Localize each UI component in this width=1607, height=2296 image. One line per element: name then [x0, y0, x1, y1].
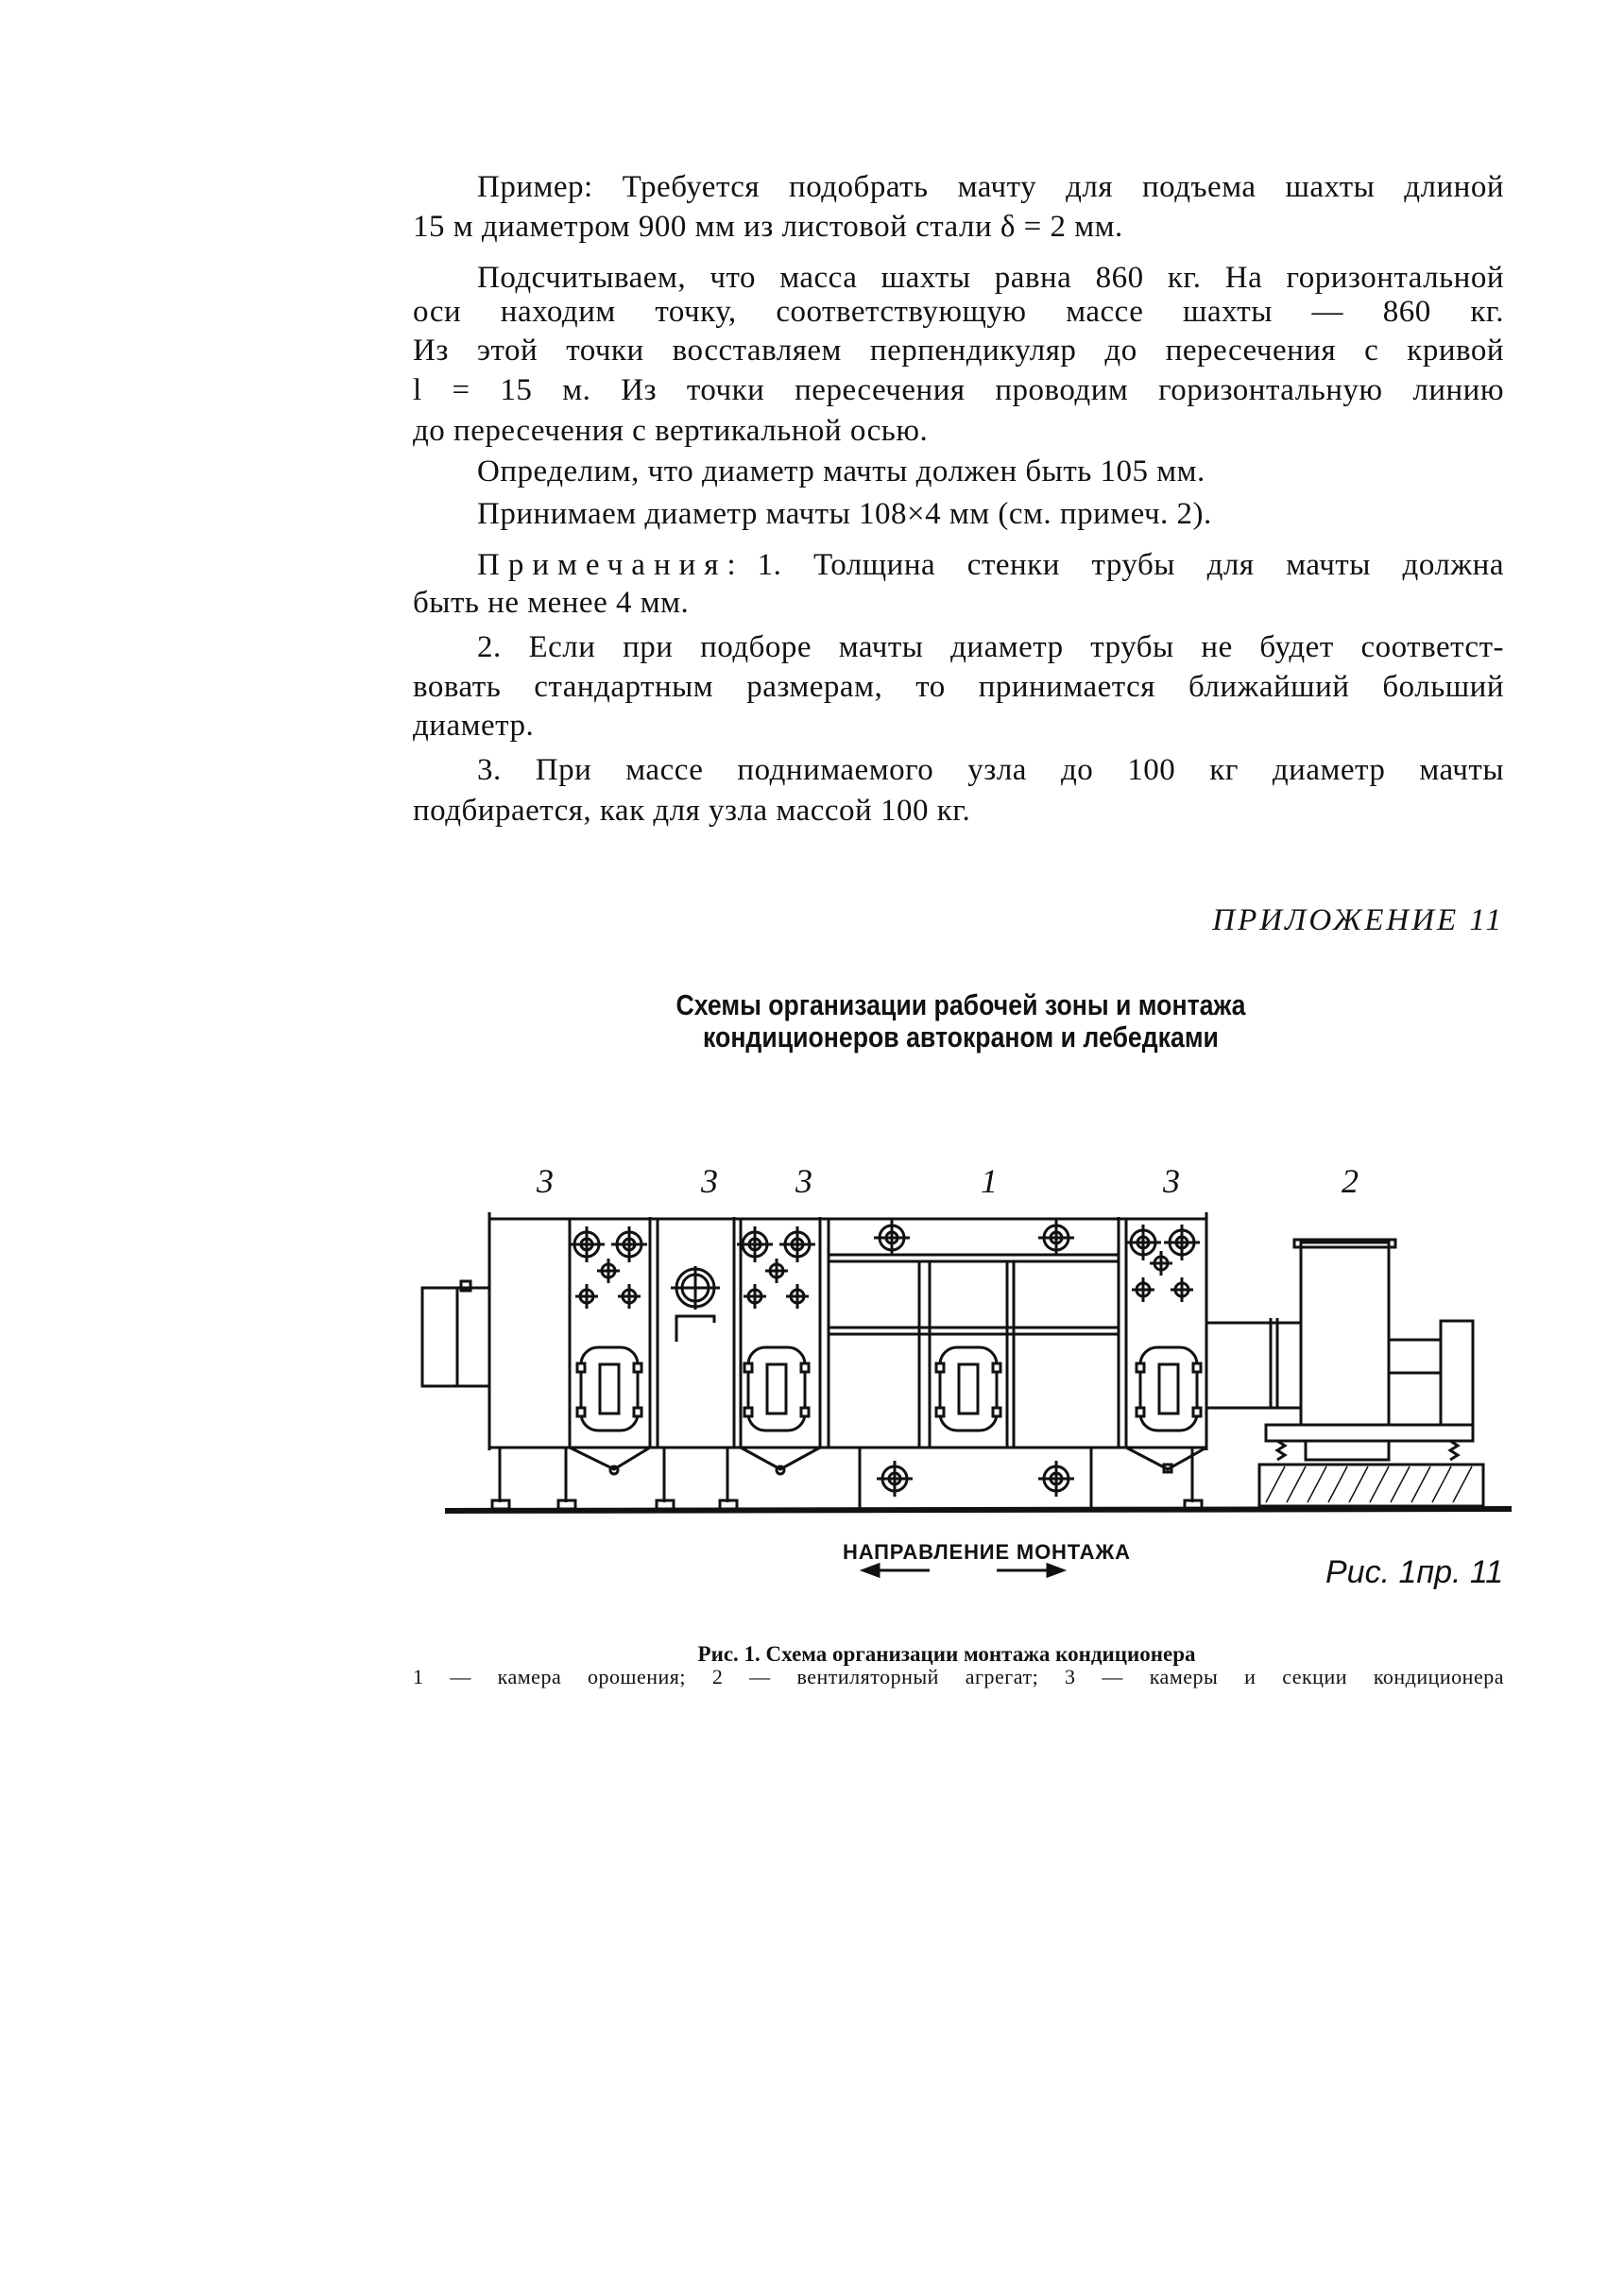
text-line: подбирается, как для узла массой 100 кг.: [413, 794, 971, 828]
text-line: 2. Если при подборе мачты диаметр трубы не будет соответст-: [477, 630, 1504, 664]
text-line: l = 15 м. Из точки пересечения проводим горизонтальную линию: [413, 373, 1504, 407]
support-legs: [492, 1448, 1202, 1509]
text-line: Пример: Требуется подобрать мачту для подъема шахты длиной: [477, 170, 1504, 204]
section-title: Схемы организации рабочей зоны и монтажа: [675, 988, 1246, 1021]
label-section: 3: [1163, 1162, 1180, 1200]
right-arrow-icon: [997, 1565, 1063, 1576]
figure-legend: 1 — камера орошения; 2 — вентиляторный агрегат; 3 — камеры и секции кондиционера: [413, 1665, 1504, 1688]
round-damper: [671, 1266, 720, 1342]
text-line: Из этой точки восставляем перпендикуляр до пересечения с кривой: [413, 334, 1504, 368]
appendix-heading: ПРИЛОЖЕНИЕ 11: [1212, 903, 1504, 937]
label-section: 3: [795, 1162, 812, 1200]
notes-label: Примечания:: [477, 548, 744, 582]
text-line: Подсчитываем, что масса шахты равна 860 кг. На горизонтальной: [477, 261, 1504, 295]
text-line: вовать стандартным размерам, то принимается ближайший больший: [413, 670, 1504, 704]
text-line: Принимаем диаметр мачты 108×4 мм (см. примеч. 2).: [477, 497, 1212, 531]
section-title: кондиционеров автокраном и лебедками: [703, 1020, 1219, 1054]
floor-line: [445, 1509, 1512, 1511]
text-line: 3. При массе поднимаемого узла до 100 кг диаметр мачты: [477, 753, 1504, 787]
direction-label: НАПРАВЛЕНИЕ МОНТАЖА: [843, 1540, 1130, 1564]
access-doors: [577, 1347, 1201, 1431]
text-line: оси находим точку, соответствующую массе шахты — 860 кг.: [413, 295, 1504, 329]
label-fan-unit: 2: [1342, 1162, 1359, 1200]
label-spray-chamber: 1: [981, 1162, 998, 1200]
text-line: Определим, что диаметр мачты должен быть 105 мм.: [477, 454, 1205, 488]
figure-caption: Рис. 1. Схема организации монтажа кондиционера: [697, 1642, 1196, 1666]
text-line: 15 м диаметром 900 мм из листовой стали δ = 2 мм.: [413, 210, 1123, 244]
text-line: до пересечения с вертикальной осью.: [413, 414, 929, 448]
figure-ref: Рис. 1пр. 11: [1325, 1554, 1504, 1590]
inlet-duct: [422, 1281, 489, 1386]
label-section: 3: [537, 1162, 554, 1200]
text-line: 1. Толщина стенки трубы для мачты должна: [757, 548, 1504, 582]
left-arrow-icon: [863, 1565, 930, 1576]
conditioner-body: [489, 1212, 1206, 1509]
text-line: диаметр.: [413, 709, 535, 743]
label-section: 3: [701, 1162, 718, 1200]
fan-unit: [1206, 1240, 1483, 1506]
text-line: быть не менее 4 мм.: [413, 586, 690, 620]
